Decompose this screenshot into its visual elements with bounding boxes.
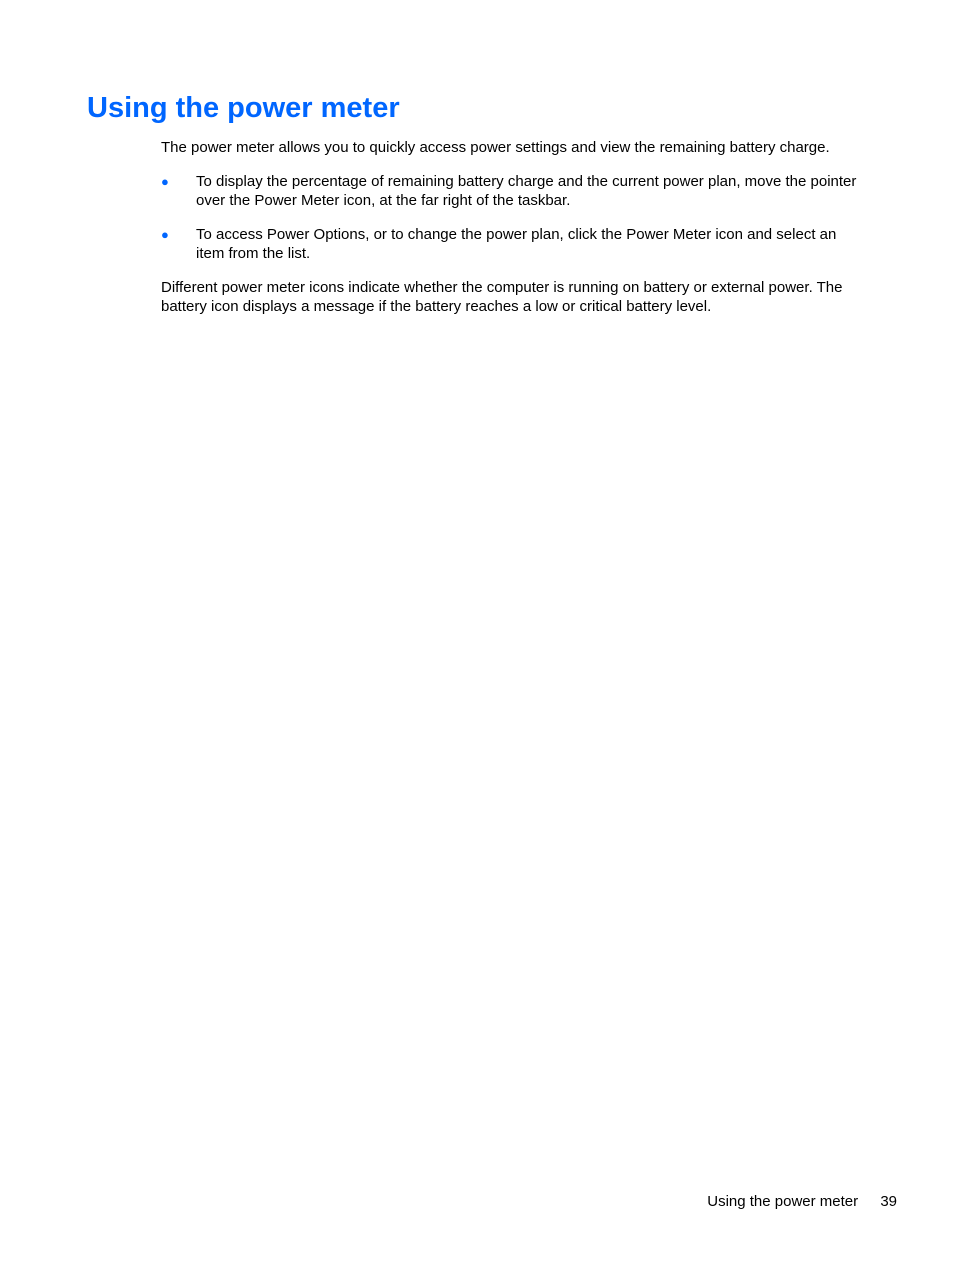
page-number: 39 — [880, 1193, 897, 1210]
page-title: Using the power meter — [87, 92, 400, 124]
bullet-list — [161, 172, 891, 278]
bullet-dot-icon: ● — [161, 174, 169, 189]
footer-section-title: Using the power meter — [707, 1193, 859, 1210]
list-item — [161, 172, 866, 210]
bullet-dot-icon: ● — [161, 227, 169, 242]
closing-paragraph: Different power meter icons indicate whether the computer is running on battery or external power. The battery icon displays a message if the battery reaches a low or critical battery level. — [161, 279, 843, 315]
bullet-text: To display the percentage of remaining battery charge and the current power plan, move the pointer over the Power Meter icon, at the far right of the taskbar. — [196, 173, 857, 209]
page-footer — [707, 1192, 897, 1211]
list-item — [161, 225, 866, 263]
intro-paragraph: The power meter allows you to quickly access power settings and view the remaining battery charge. — [161, 139, 830, 156]
bullet-text: To access Power Options, or to change the power plan, click the Power Meter icon and select an item from the list. — [196, 226, 837, 262]
